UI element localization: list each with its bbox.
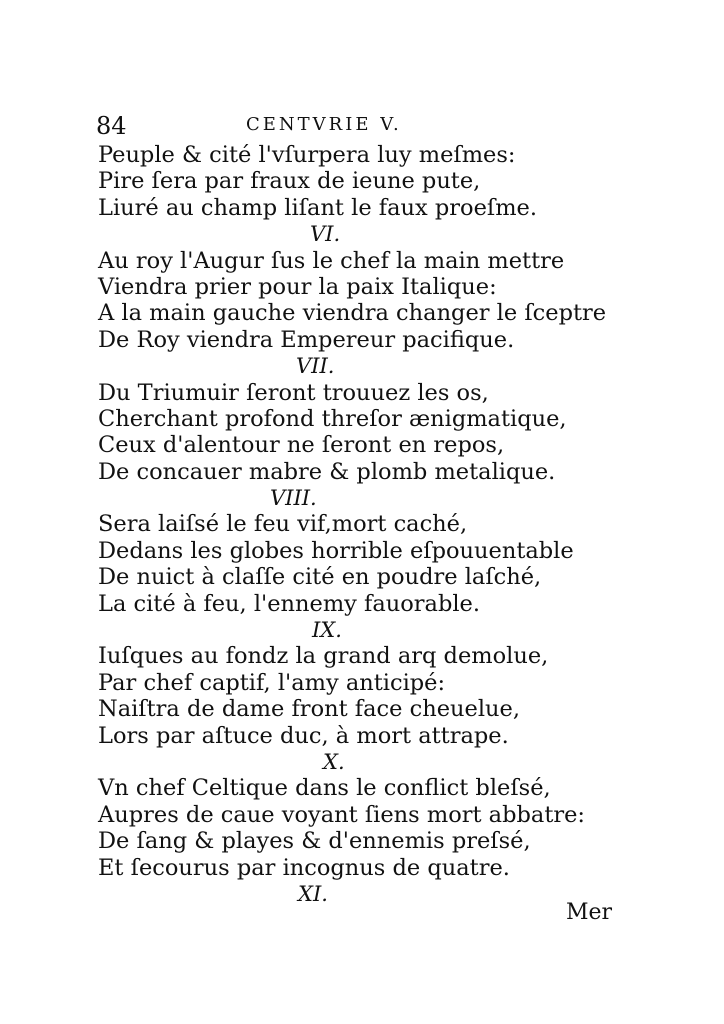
verse-line: Au roy l'Augur ſus le chef la main mettre xyxy=(98,247,565,274)
verse-line: Lors par aſtuce duc, à mort attrape. xyxy=(98,722,509,749)
verse-line: Et ſecourus par incognus de quatre. xyxy=(98,854,510,881)
verse-line: A la main gauche viendra changer le ſceptre xyxy=(98,300,607,327)
verse-line: De Roy viendra Empereur pacifique. xyxy=(98,326,515,353)
verse-line: De concauer mabre & plomb metalique. xyxy=(98,458,556,485)
verse-line: Pire ſera par fraux de ieune pute, xyxy=(98,168,481,195)
quatrain-numeral: VII. xyxy=(296,354,335,379)
verse-line: Viendra prier pour la paix Italique: xyxy=(98,273,497,300)
verse-line: La cité à feu, l'ennemy fauorable. xyxy=(98,590,481,617)
quatrain-numeral: VI. xyxy=(310,222,341,247)
verse-line: Ceux d'alentour ne ſeront en repos, xyxy=(98,432,505,459)
running-head: CENTVRIE V. xyxy=(246,114,402,135)
quatrain-numeral: X. xyxy=(323,749,345,774)
quatrain-numeral: VIII. xyxy=(270,486,317,511)
page-number: 84 xyxy=(96,112,127,140)
page-header xyxy=(96,112,456,142)
verse-line: Sera laiſsé le feu vif,mort caché, xyxy=(98,511,468,538)
verse-line: Vn chef Celtique dans le conflict bleſsé, xyxy=(98,775,551,802)
quatrain-numeral: IX. xyxy=(312,618,342,643)
verse-line: Du Triumuir ſeront trouuez les os, xyxy=(98,379,489,406)
catchword: Mer xyxy=(566,900,613,925)
verse-line: Aupres de caue voyant ſiens mort abbatre: xyxy=(98,801,586,828)
verse-line: De nuict à claſſe cité en poudre laſché, xyxy=(98,564,542,591)
verse-line: Iuſques au fondz la grand arq demolue, xyxy=(98,643,549,670)
verse-line: Liuré au champ liſant le faux proeſme. xyxy=(98,194,538,221)
verse-line: De ſang & playes & d'ennemis preſsé, xyxy=(98,828,531,855)
verse-line: Par chef captif, l'amy anticipé: xyxy=(98,669,446,696)
quatrain-text xyxy=(98,142,607,907)
verse-line: Dedans les globes horrible eſpouuentable xyxy=(98,537,574,564)
verse-line: Peuple & cité l'vſurpera luy meſmes: xyxy=(98,142,516,168)
verse-line: Naiſtra de dame front face cheuelue, xyxy=(98,696,520,723)
quatrain-numeral: XI. xyxy=(298,881,328,906)
verse-line: Cherchant profond threſor ænigmatique, xyxy=(98,405,567,432)
